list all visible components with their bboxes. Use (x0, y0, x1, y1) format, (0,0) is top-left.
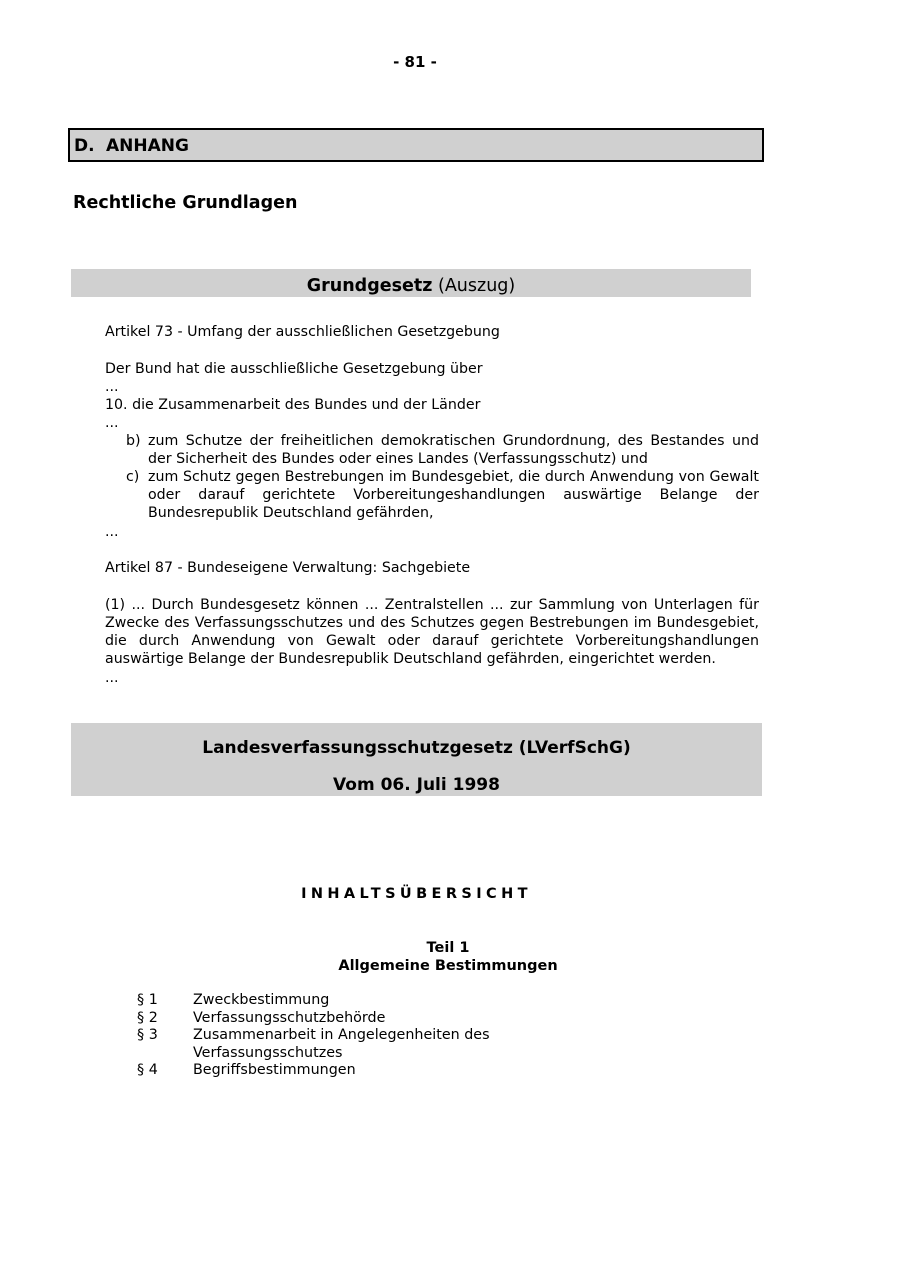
law-title: Landesverfassungsschutzgesetz (LVerfSchG) (202, 738, 631, 758)
page-number: - 81 - (393, 53, 437, 71)
art73-heading: Artikel 73 - Umfang der ausschließlichen Gesetzgebung (105, 324, 500, 340)
art87-paragraph: (1) ... Durch Bundesgesetz können ... Zentralstellen ... zur Sammlung von Unterlagen für Zwecke des Verfassungsschutzes und des Schutzes gegen Bestrebungen im Bundesgebiet, die durch Anwendung von Gewalt oder darauf gerichtete Vorbereitungshandlungen auswärtige Belange der Bundesrepublik Deutschland gefährden, eingerichtet werden. (105, 597, 759, 667)
section-letter: D. (74, 136, 95, 156)
toc-part-title: Allgemeine Bestimmungen (338, 958, 558, 974)
ellipsis: ... (105, 670, 119, 686)
law-date: Vom 06. Juli 1998 (333, 775, 500, 795)
art73-intro: Der Bund hat die ausschließliche Gesetzgebung über (105, 361, 483, 377)
art73-item-10: 10. die Zusammenarbeit des Bundes und der Länder (105, 397, 481, 413)
toc-entry-title: Zweckbestimmung (193, 992, 330, 1008)
ellipsis: ... (105, 379, 119, 395)
grundgesetz-title: Grundgesetz (306, 276, 433, 296)
section-header (68, 128, 764, 162)
toc-entry-number: § 2 (137, 1010, 158, 1026)
list-label: c) (126, 469, 140, 485)
list-label: b) (126, 433, 141, 449)
law-banner (71, 723, 762, 796)
toc-entry-number: § 1 (137, 992, 158, 1008)
art87-heading: Artikel 87 - Bundeseigene Verwaltung: Sachgebiete (105, 560, 471, 576)
toc-entry-number: § 4 (137, 1062, 158, 1078)
toc-title: INHALTSÜBERSICHT (301, 886, 532, 902)
toc-entry-title: Begriffsbestimmungen (193, 1062, 356, 1078)
list-text: zum Schutz gegen Bestrebungen im Bundesgebiet, die durch Anwendung von Gewalt oder darauf gerichtete Vorbereitungeshandlungen auswärtige Belange der Bundesrepublik Deutschland gefährden, (148, 469, 759, 521)
toc-entry-title: Verfassungsschutzbehörde (193, 1010, 386, 1026)
grundgesetz-banner (71, 269, 751, 297)
section-title: ANHANG (106, 136, 189, 156)
ellipsis: ... (105, 415, 119, 431)
toc-entry-number: § 3 (137, 1027, 158, 1043)
ellipsis: ... (105, 524, 119, 540)
grundgesetz-title-suffix: (Auszug) (432, 276, 516, 296)
toc-part-label: Teil 1 (426, 940, 470, 956)
toc-entry-title: Zusammenarbeit in Angelegenheiten des Verfassungsschutzes (193, 1027, 490, 1061)
subheading: Rechtliche Grundlagen (73, 193, 298, 213)
list-text: zum Schutze der freiheitlichen demokratischen Grundordnung, des Bestandes und der Sicherheit des Bundes oder eines Landes (Verfassungsschutz) und (148, 433, 759, 467)
